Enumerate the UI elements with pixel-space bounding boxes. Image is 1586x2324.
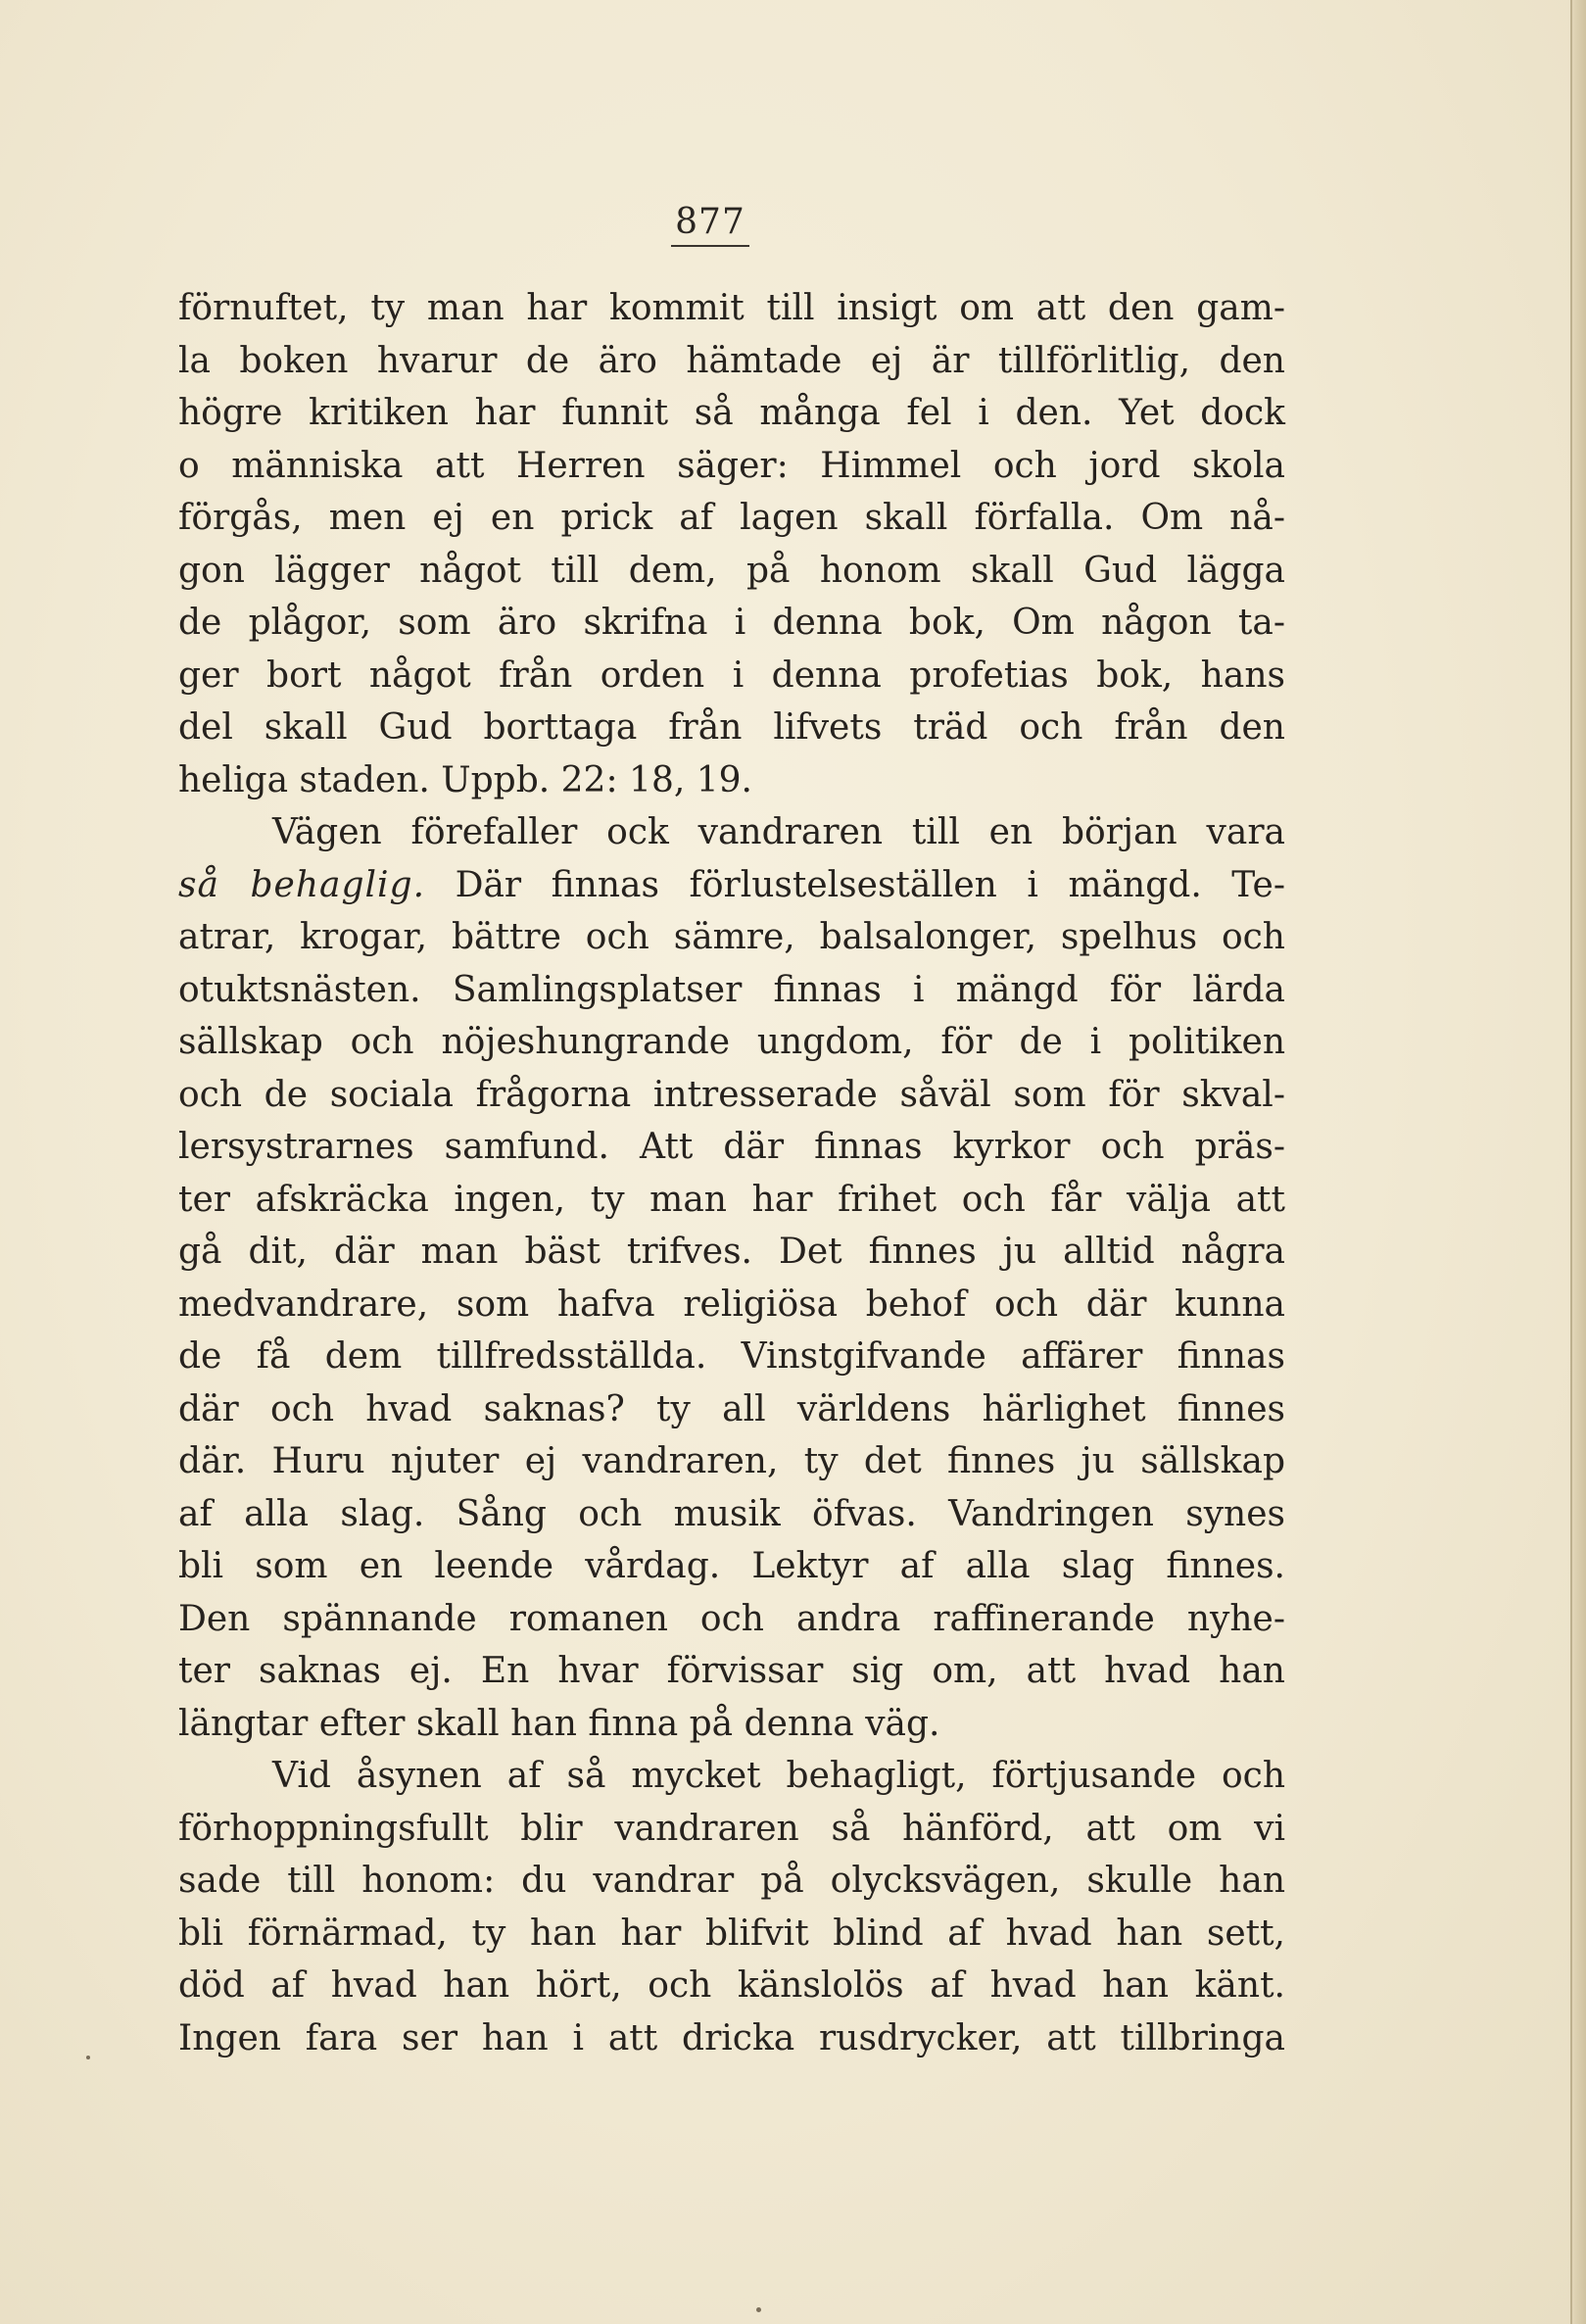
text-line: lersystrarnes samfund. Att där finnas kyrkor och präs-	[178, 1127, 1285, 1167]
italic-phrase: så behaglig.	[178, 864, 426, 905]
text-line: förgås, men ej en prick af lagen skall förfalla. Om nå-	[178, 498, 1285, 538]
text-line: otuktsnästen. Samlingsplatser finnas i mängd för lärda	[178, 969, 1285, 1010]
text-line: o människa att Herren säger: Himmel och jord skola	[178, 445, 1285, 486]
text-line: förhoppningsfullt blir vandraren så hänförd, att om vi	[178, 1808, 1285, 1849]
text-line: gå dit, där man bäst trifves. Det finnes ju alltid några	[178, 1232, 1285, 1272]
text-line: sällskap och nöjeshungrande ungdom, för de i politiken	[178, 1022, 1285, 1062]
text-line: bli som en leende vårdag. Lektyr af alla slag finnes.	[178, 1546, 1285, 1586]
text-line: ger bort något från orden i denna profetias bok, hans	[178, 654, 1285, 696]
text-line: Ingen fara ser han i att dricka rusdrycker, att tillbringa	[178, 2017, 1285, 2058]
ink-speck	[756, 2307, 761, 2312]
text-line: de plågor, som äro skrifna i denna bok, Om någon ta-	[178, 603, 1285, 643]
page-number	[0, 202, 1420, 247]
text-line: medvandrare, som hafva religiösa behof och där kunna	[178, 1283, 1285, 1325]
text-line: af alla slag. Sång och musik öfvas. Vandringen synes	[178, 1493, 1285, 1534]
text-line: la boken hvarur de äro hämtade ej är tillförlitlig, den	[178, 340, 1285, 381]
text-line: bli förnärmad, ty han har blifvit blind af hvad han sett,	[178, 1912, 1285, 1954]
text-line: högre kritiken har funnit så många fel i den. Yet dock	[178, 393, 1285, 433]
text-line: Vägen förefaller ock vandraren till en början vara	[272, 812, 1285, 852]
text-line: Vid åsynen af så mycket behagligt, förtjusande och	[272, 1756, 1285, 1796]
body-text	[178, 282, 1285, 2064]
page-edge	[1572, 0, 1586, 2324]
text-line: heliga staden. Uppb. 22: 18, 19.	[178, 759, 752, 800]
text-line: ter saknas ej. En hvar förvissar sig om, att hvad han	[178, 1651, 1285, 1691]
text-line: sade till honom: du vandrar på olycksvägen, skulle han	[178, 1861, 1285, 1901]
text-line: där och hvad saknas? ty all världens härlighet finnes	[178, 1388, 1285, 1429]
text-line: gon lägger något till dem, på honom skall Gud lägga	[178, 550, 1285, 591]
page-number-text: 877	[671, 202, 749, 247]
text-line: och de sociala frågorna intresserade såväl som för skval-	[178, 1074, 1285, 1115]
text-span: Där finnas förlustelseställen i mängd. Te-	[455, 864, 1285, 905]
text-line: Den spännande romanen och andra raffinerande nyhe-	[178, 1598, 1285, 1639]
ink-speck	[86, 2056, 90, 2059]
text-line: längtar efter skall han finna på denna väg.	[178, 1703, 940, 1744]
text-line: där. Huru njuter ej vandraren, ty det finnes ju sällskap	[178, 1441, 1285, 1481]
text-line: förnuftet, ty man har kommit till insigt om att den gam-	[178, 288, 1285, 328]
text-line-mixed	[178, 859, 1285, 912]
text-line: atrar, krogar, bättre och sämre, balsalonger, spelhus och	[178, 917, 1285, 957]
text-line: ter afskräcka ingen, ty man har frihet och får välja att	[178, 1179, 1285, 1220]
text-line: del skall Gud borttaga från lifvets träd och från den	[178, 707, 1285, 748]
text-line: de få dem tillfredsställda. Vinstgifvande affärer finnas	[178, 1336, 1285, 1377]
text-line: död af hvad han hört, och känslolös af hvad han känt.	[178, 1965, 1285, 2006]
